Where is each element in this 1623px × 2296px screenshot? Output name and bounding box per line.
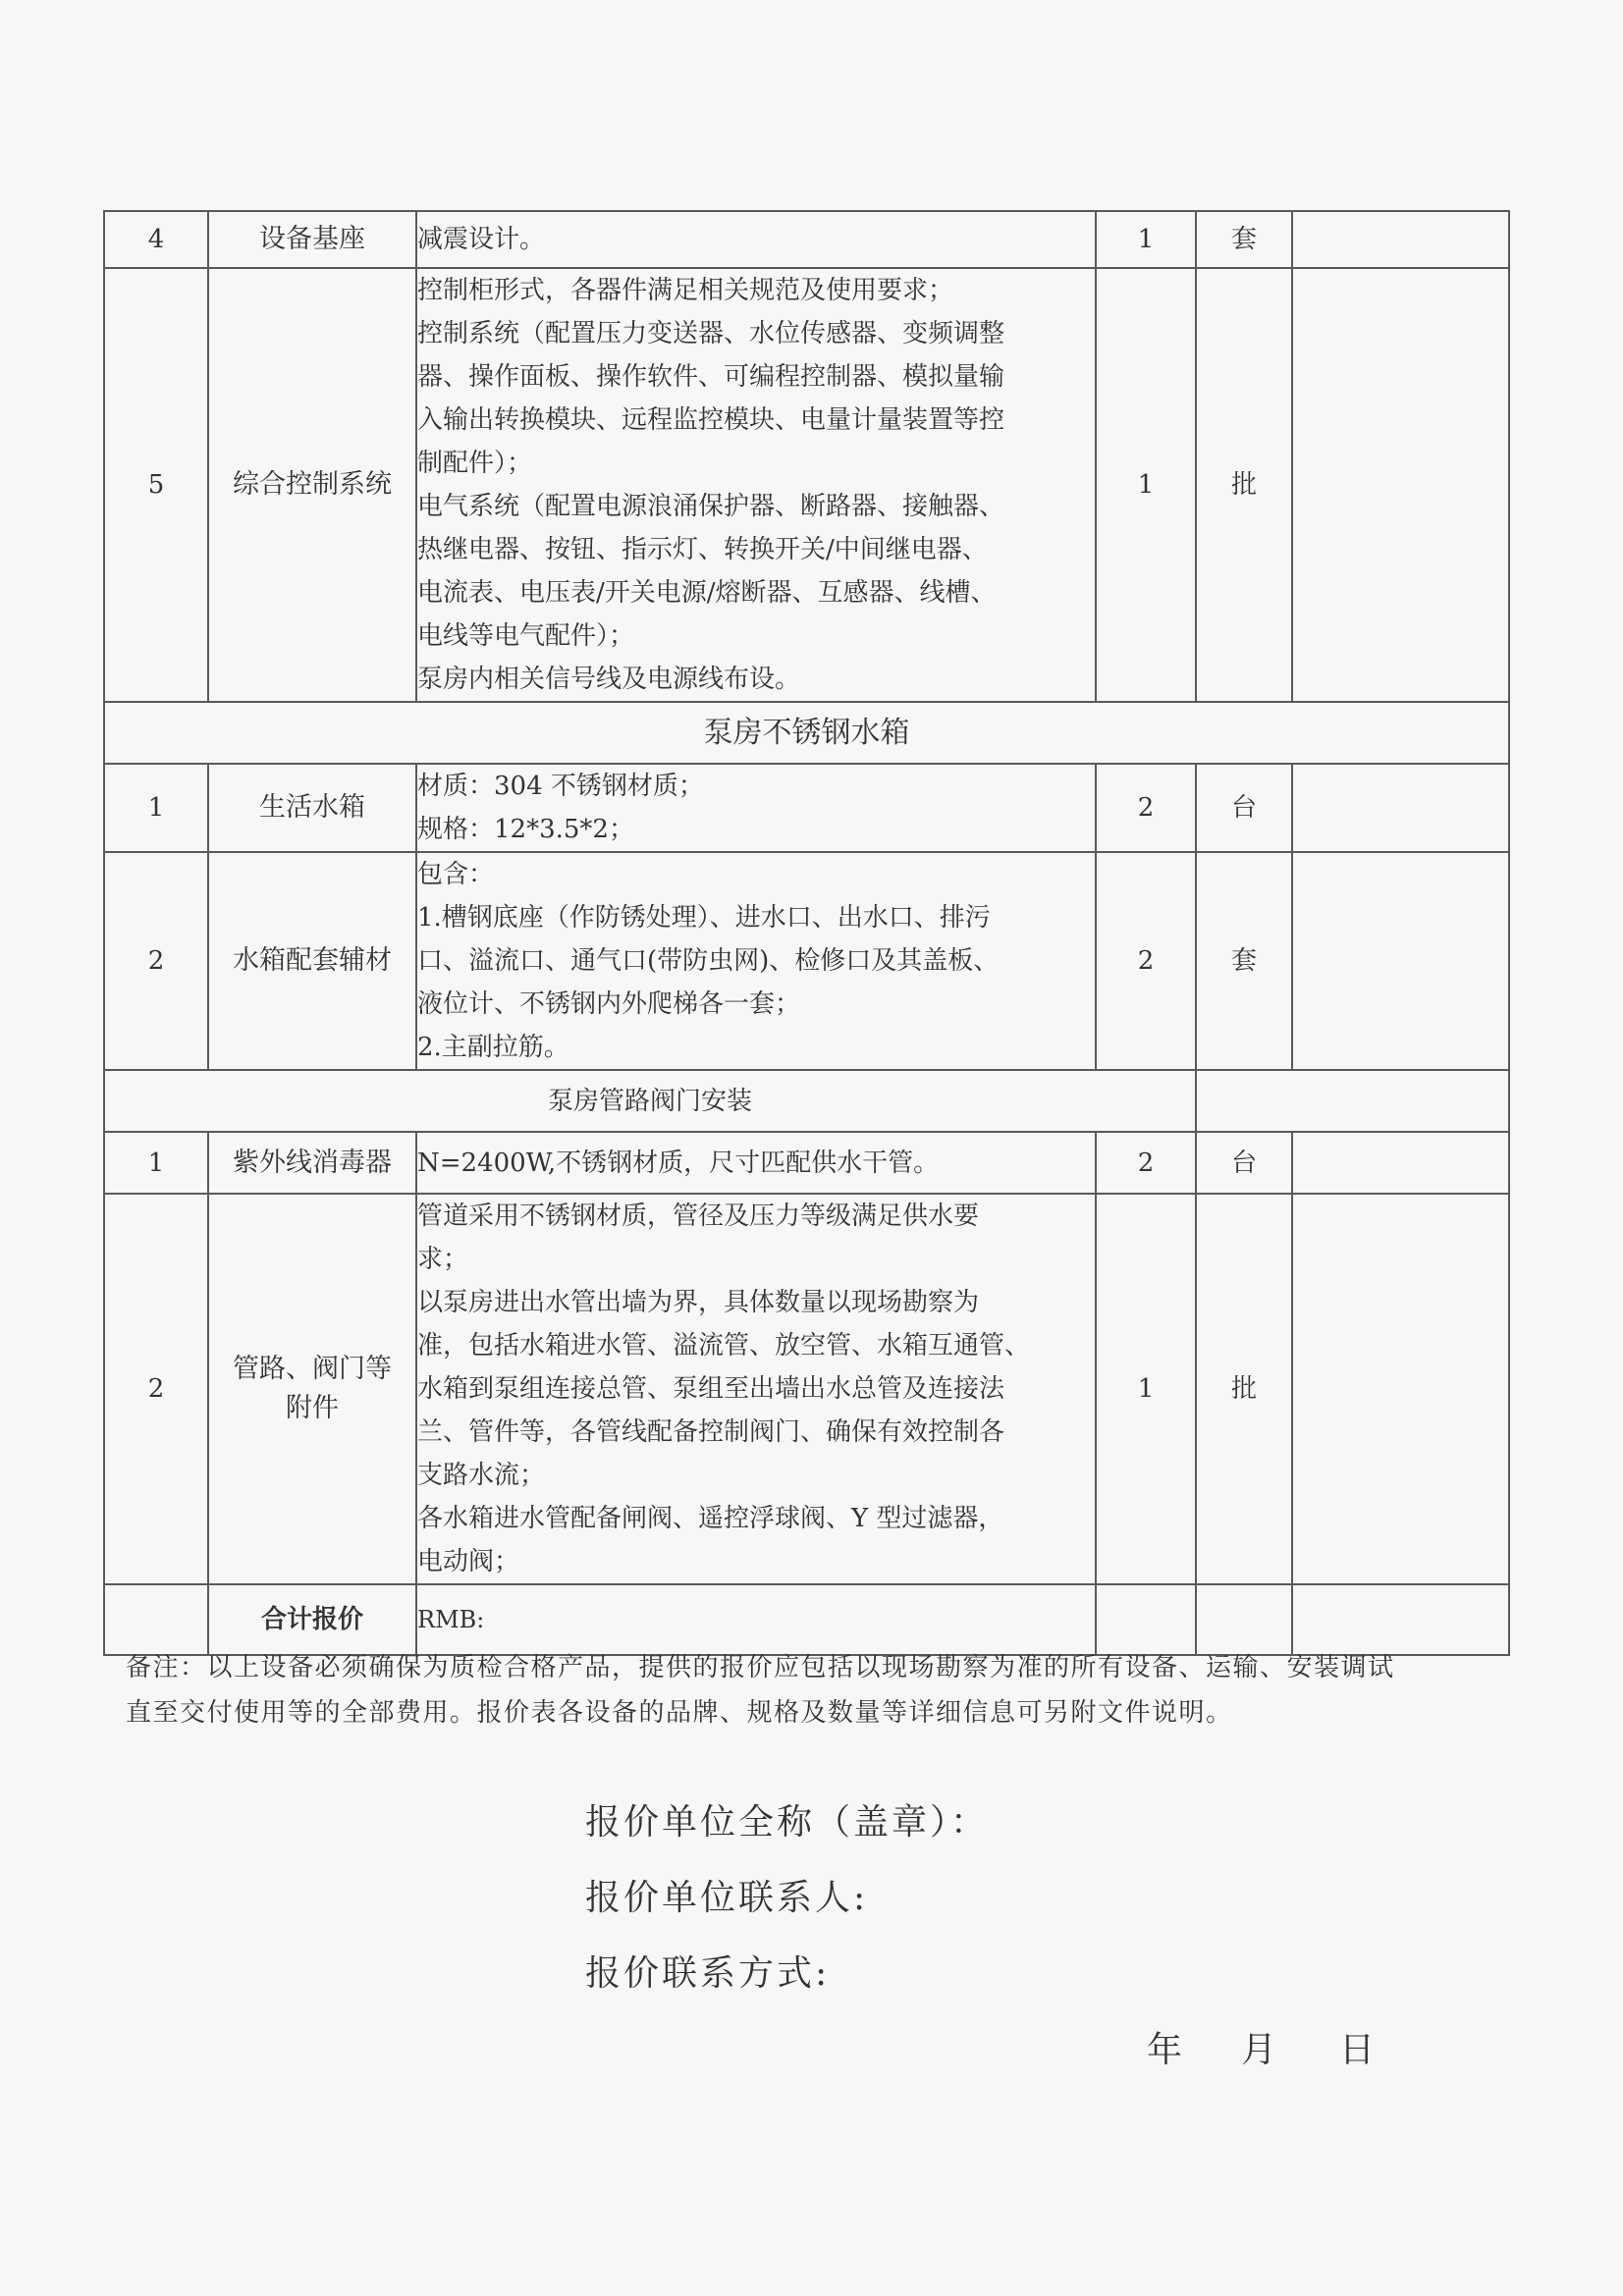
remarks-line: 备注：以上设备必须确保为质检合格产品，提供的报价应包括以现场勘察为准的所有设备、运输、安装调试 — [126, 1653, 1395, 1682]
item-unit: 批 — [1196, 268, 1292, 702]
table-row — [104, 1194, 1509, 1584]
description-line: 电动阀； — [417, 1547, 520, 1576]
description-line: N=2400W,不锈钢材质，尺寸匹配供水干管。 — [417, 1148, 940, 1178]
description-line: 1.槽钢底座（作防锈处理）、进水口、出水口、排污 — [417, 903, 991, 933]
item-price — [1292, 852, 1509, 1070]
item-description — [416, 852, 1096, 1070]
description-line: 各水箱进水管配备闸阀、遥控浮球阀、Y 型过滤器， — [417, 1504, 1004, 1533]
description-line: 2.主副拉筋。 — [417, 1033, 569, 1062]
total-label: 合计报价 — [208, 1584, 416, 1655]
item-name: 水箱配套辅材 — [208, 852, 416, 1070]
description-line: 准，包括水箱进水管、溢流管、放空管、水箱互通管、 — [417, 1331, 1031, 1361]
description-line: 控制系统（配置压力变送器、水位传感器、变频调整 — [417, 319, 1005, 348]
description-line: 材质：304 不锈钢材质； — [417, 772, 704, 801]
item-name: 管路、阀门等附件 — [208, 1194, 416, 1584]
description-line: 液位计、不锈钢内外爬梯各一套； — [417, 989, 801, 1019]
item-unit: 套 — [1196, 852, 1292, 1070]
item-price — [1292, 211, 1509, 268]
section-title: 泵房不锈钢水箱 — [104, 702, 1509, 764]
remarks-line: 直至交付使用等的全部费用。报价表各设备的品牌、规格及数量等详细信息可另附文件说明。 — [126, 1698, 1233, 1728]
description-line: 口、溢流口、通气口(带防虫网)、检修口及其盖板、 — [417, 946, 1000, 976]
item-no: 5 — [104, 268, 208, 702]
item-no: 2 — [104, 1194, 208, 1584]
item-no: 2 — [104, 852, 208, 1070]
section-row — [104, 1070, 1509, 1132]
date-day: 日 — [1339, 2030, 1376, 2070]
item-name: 综合控制系统 — [208, 268, 416, 702]
description-line: 支路水流； — [417, 1461, 546, 1490]
description-line: 减震设计。 — [417, 225, 546, 254]
item-name: 生活水箱 — [208, 764, 416, 852]
item-unit: 台 — [1196, 1132, 1292, 1194]
table-row — [104, 268, 1509, 702]
remarks — [126, 1645, 1500, 1735]
company-name-label: 报价单位全称（盖章）： — [585, 1802, 990, 1842]
item-no: 1 — [104, 1132, 208, 1194]
item-quantity: 1 — [1096, 1194, 1196, 1584]
description-line: 管道采用不锈钢材质，管径及压力等级满足供水要 — [417, 1201, 980, 1231]
contact-method-label: 报价联系方式: — [585, 1953, 831, 1994]
description-line: 电气系统（配置电源浪涌保护器、断路器、接触器、 — [417, 492, 1005, 521]
item-description — [416, 764, 1096, 852]
section-title: 泵房管路阀门安装 — [104, 1070, 1196, 1132]
description-line: 入输出转换模块、远程监控模块、电量计量装置等控 — [417, 405, 1005, 435]
description-line: 控制柜形式，各器件满足相关规范及使用要求； — [417, 276, 954, 305]
description-line: 制配件）； — [417, 449, 533, 478]
item-quantity: 2 — [1096, 764, 1196, 852]
contact-person-label: 报价单位联系人: — [585, 1878, 869, 1918]
item-name: 设备基座 — [208, 211, 416, 268]
item-price — [1292, 1132, 1509, 1194]
description-line: 电流表、电压表/开关电源/熔断器、互感器、线槽、 — [417, 578, 997, 608]
item-description — [416, 211, 1096, 268]
description-line: 热继电器、按钮、指示灯、转换开关/中间继电器、 — [417, 535, 988, 564]
item-description — [416, 1132, 1096, 1194]
table-row — [104, 1132, 1509, 1194]
table-row — [104, 764, 1509, 852]
item-no: 1 — [104, 764, 208, 852]
item-price — [1292, 268, 1509, 702]
item-price — [1292, 1194, 1509, 1584]
item-quantity: 2 — [1096, 852, 1196, 1070]
description-line: 泵房内相关信号线及电源线布设。 — [417, 665, 801, 694]
section-row — [104, 702, 1509, 764]
description-line: 求； — [417, 1245, 469, 1274]
date-month: 月 — [1241, 2030, 1277, 2070]
date-year: 年 — [1147, 2030, 1183, 2070]
item-unit: 批 — [1196, 1194, 1292, 1584]
item-no: 4 — [104, 211, 208, 268]
description-line: 兰、管件等，各管线配备控制阀门、确保有效控制各 — [417, 1417, 1005, 1447]
section-blank-cell — [1196, 1070, 1509, 1132]
quotation-table — [103, 210, 1510, 1656]
description-line: 器、操作面板、操作软件、可编程控制器、模拟量输 — [417, 362, 1005, 392]
item-price — [1292, 764, 1509, 852]
item-description — [416, 268, 1096, 702]
table-row — [104, 211, 1509, 268]
item-unit: 台 — [1196, 764, 1292, 852]
item-name: 紫外线消毒器 — [208, 1132, 416, 1194]
item-description — [416, 1194, 1096, 1584]
total-value: RMB: — [416, 1584, 1096, 1655]
description-line: 水箱到泵组连接总管、泵组至出墙出水总管及连接法 — [417, 1374, 1005, 1404]
item-quantity: 1 — [1096, 211, 1196, 268]
item-quantity: 2 — [1096, 1132, 1196, 1194]
item-quantity: 1 — [1096, 268, 1196, 702]
description-line: 电线等电气配件）； — [417, 621, 635, 651]
description-line: 包含： — [417, 860, 495, 889]
table-row — [104, 852, 1509, 1070]
description-line: 以泵房进出水管出墙为界，具体数量以现场勘察为 — [417, 1288, 980, 1317]
description-line: 规格：12*3.5*2； — [417, 815, 634, 844]
item-unit: 套 — [1196, 211, 1292, 268]
